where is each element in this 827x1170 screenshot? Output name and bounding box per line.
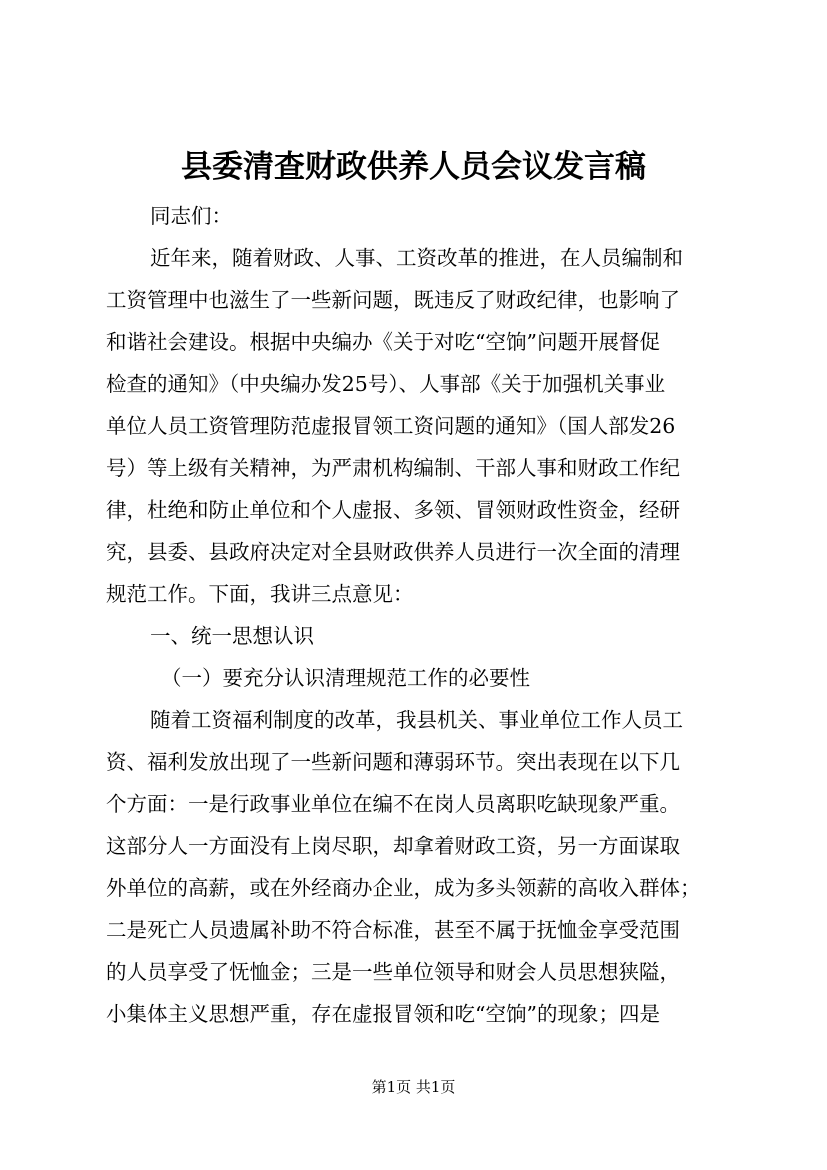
paragraph-line: 资、福利发放出现了一些新问题和薄弱环节。突出表现在以下几 <box>106 750 680 774</box>
paragraph-line: 规范工作。下面，我讲三点意见： <box>106 582 414 606</box>
paragraph-line: 号）等上级有关精神，为严肃机构编制、干部人事和财政工作纪 <box>106 456 680 480</box>
paragraph-line: 究，县委、县政府决定对全县财政供养人员进行一次全面的清理 <box>106 540 680 564</box>
paragraph-line: 单位人员工资管理防范虚报冒领工资问题的通知》（国人部发26 <box>106 414 676 438</box>
paragraph-line: 个方面：一是行政事业单位在编不在岗人员离职吃缺现象严重。 <box>106 792 680 816</box>
paragraph-line: 这部分人一方面没有上岗尽职，却拿着财政工资，另一方面谋取 <box>106 834 680 858</box>
paragraph-line: 律，杜绝和防止单位和个人虚报、多领、冒领财政性资金，经研 <box>106 498 680 522</box>
document-title: 县委清查财政供养人员会议发言稿 <box>181 149 646 185</box>
paragraph-line: 和谐社会建设。根据中央编办《关于对吃“空饷”问题开展督促 <box>106 330 660 354</box>
paragraph-line: 二是死亡人员遗属补助不符合标准，甚至不属于抚恤金享受范围 <box>106 918 680 942</box>
paragraph-line: 外单位的高薪，或在外经商办企业，成为多头领薪的高收入群体； <box>106 876 701 900</box>
paragraph-line: 小集体主义思想严重，存在虚报冒领和吃“空饷”的现象；四是 <box>106 1002 660 1026</box>
subsection-heading: （一）要充分认识清理规范工作的必要性 <box>161 666 530 690</box>
section-heading: 一、统一思想认识 <box>150 624 314 648</box>
document-body <box>106 195 728 1035</box>
paragraph-line: 近年来，随着财政、人事、工资改革的推进，在人员编制和 <box>150 246 683 270</box>
paragraph-line: 工资管理中也滋生了一些新问题，既违反了财政纪律，也影响了 <box>106 288 680 312</box>
paragraph-line: 随着工资福利制度的改革，我县机关、事业单位工作人员工 <box>150 708 683 732</box>
salutation: 同志们： <box>150 204 232 228</box>
paragraph-line: 的人员享受了怃恤金；三是一些单位领导和财会人员思想狭隘， <box>106 960 680 984</box>
page-number-footer: 第1页 共1页 <box>371 1078 456 1096</box>
paragraph-line: 检查的通知》（中央编办发25号）、人事部《关于加强机关事业 <box>106 372 666 396</box>
